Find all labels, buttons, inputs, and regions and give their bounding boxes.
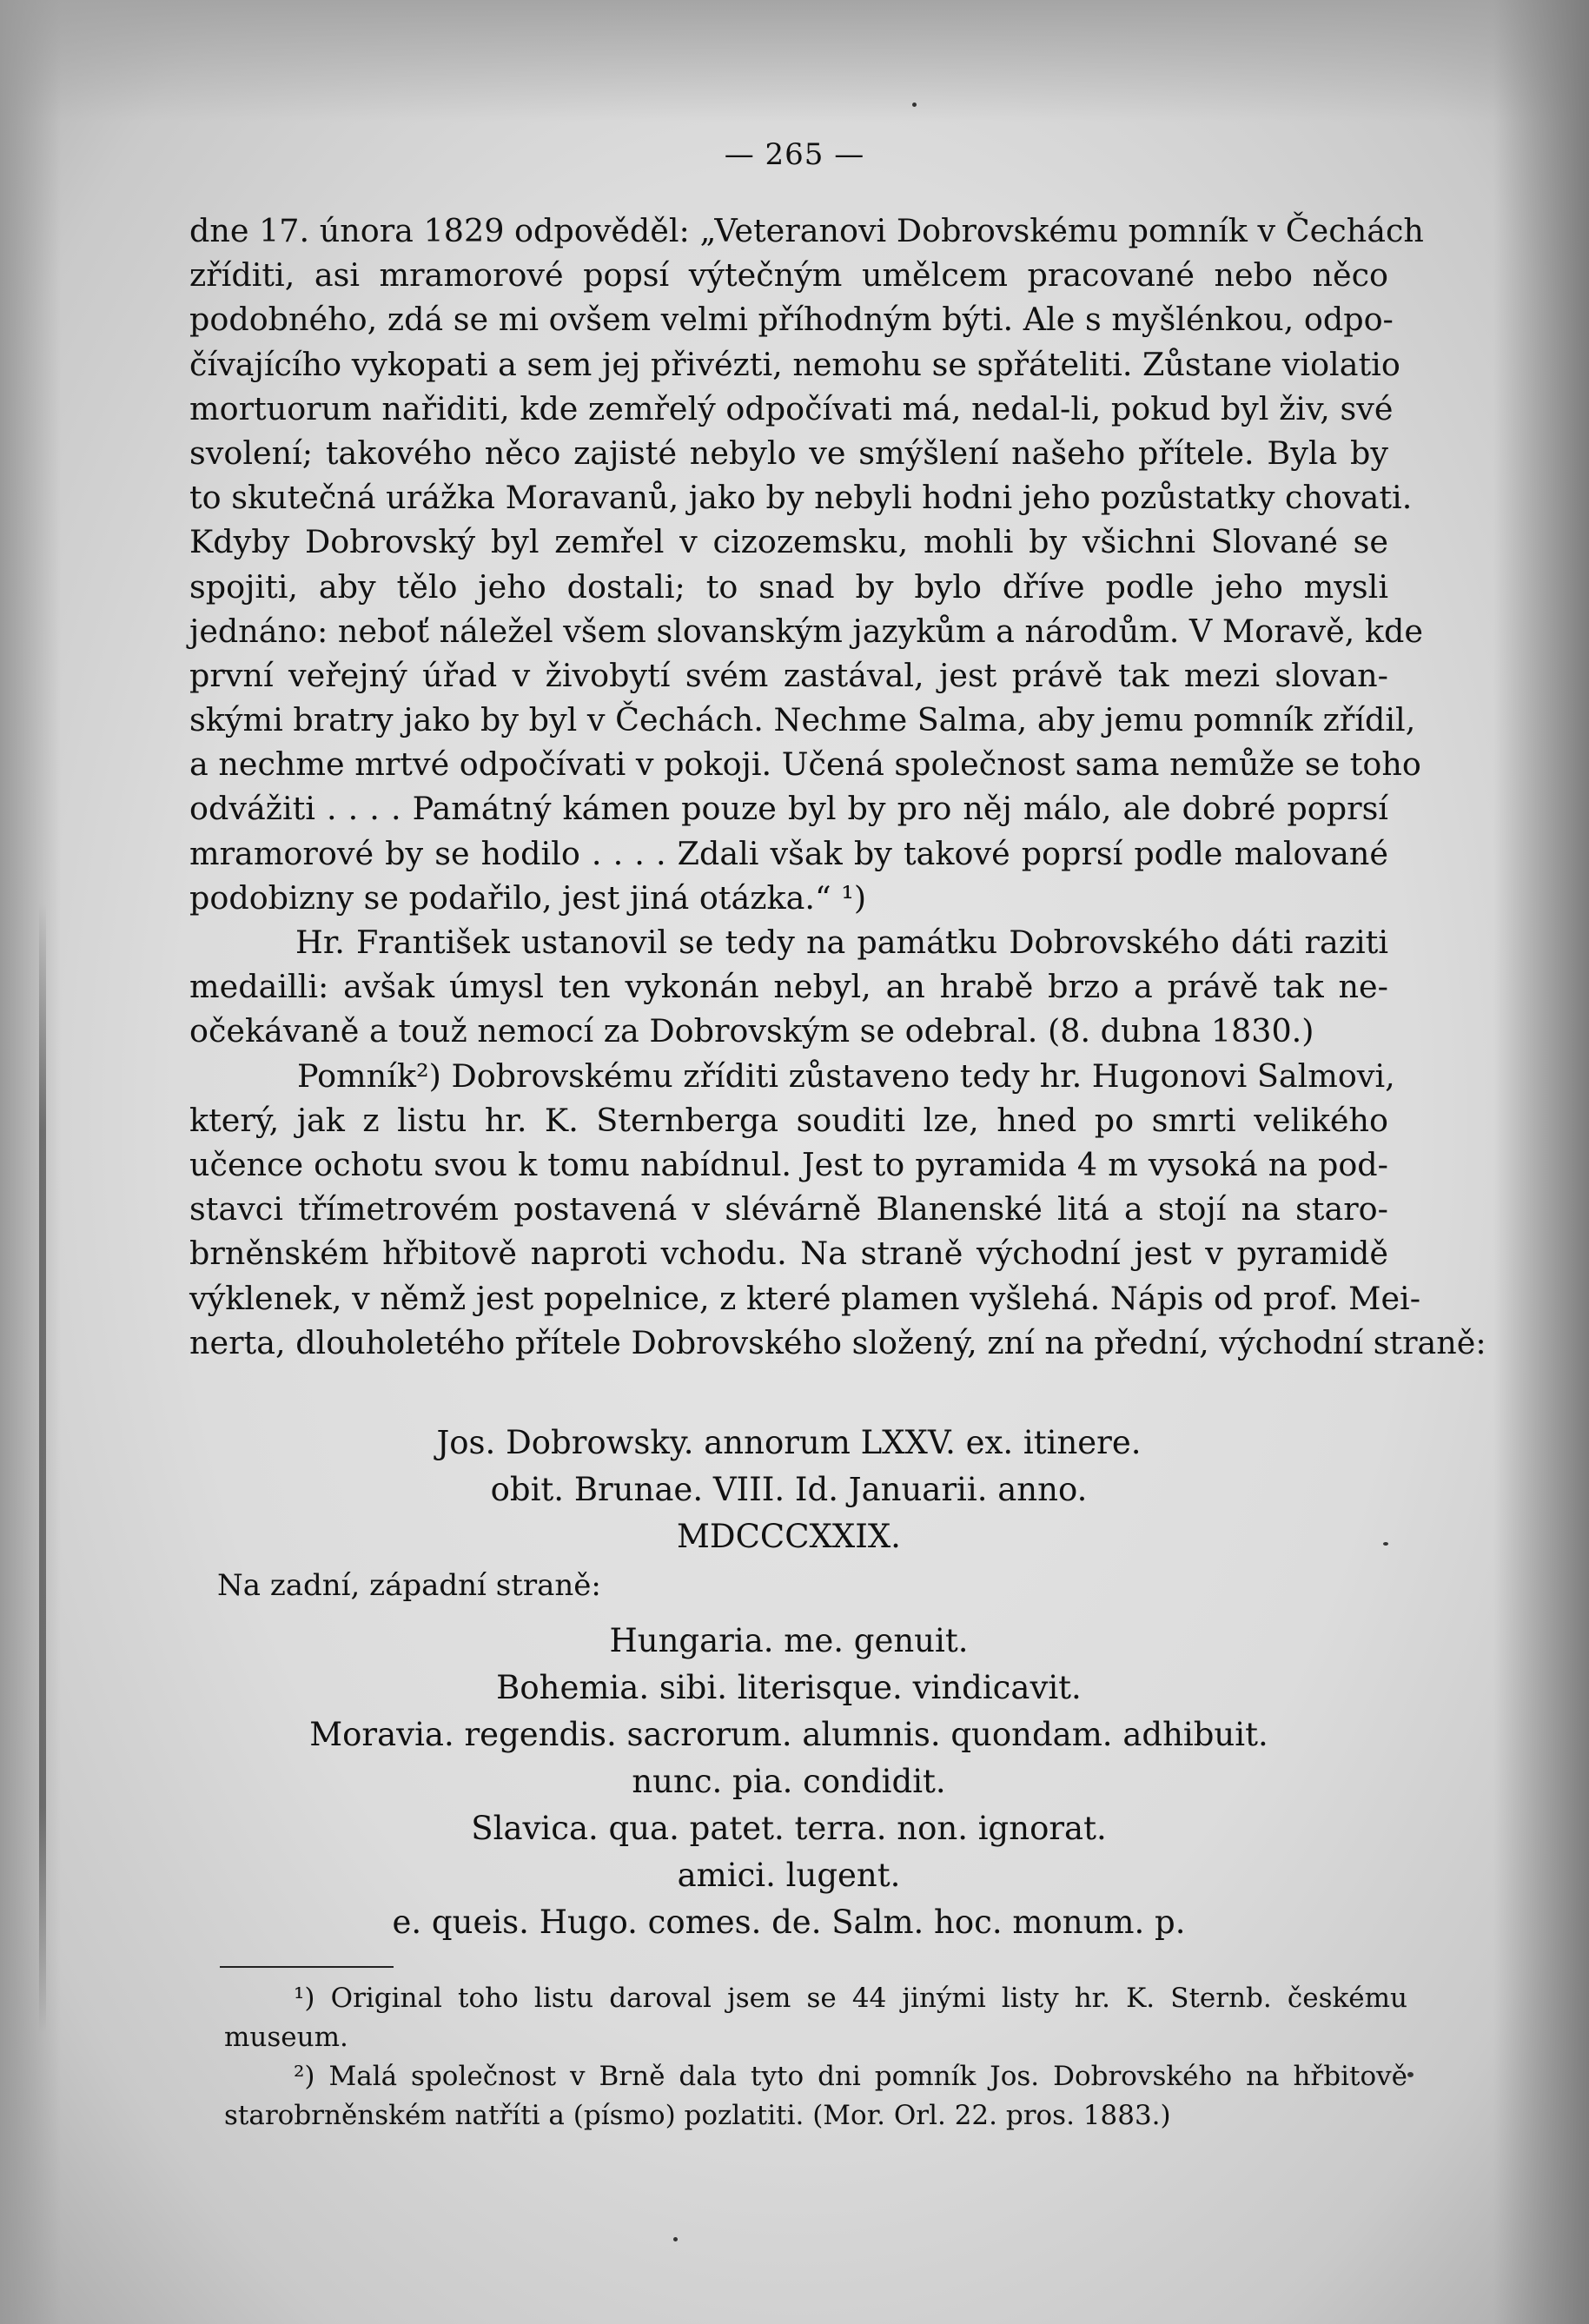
text-line: podobného, zdá se mi ovšem velmi příhodným býti. Ale s myšlénkou, odpo- [189, 301, 1394, 339]
inscription-line: Hungaria. me. genuit. [609, 1622, 969, 1659]
text-line: stavci třímetrovém postavená v slévárně Blanenské litá a stojí na staro- [189, 1190, 1388, 1228]
text-line: mramorové by se hodilo . . . . Zdali však by takové poprsí podle malované [189, 834, 1388, 872]
text-line: učence ochotu svou k tomu nabídnul. Jest to pyramida 4 m vysoká na pod- [189, 1145, 1388, 1183]
back-side-label: Na zadní, západní straně: [217, 1568, 601, 1603]
text-line: odvážiti . . . . Památný kámen pouze byl by pro něj málo, ale dobré poprsí [189, 790, 1388, 828]
text-line: podobizny se podařilo, jest jiná otázka.“ ¹) [189, 878, 867, 917]
scan-speck [673, 2237, 678, 2241]
paragraph-start-line: Hr. František ustanovil se tedy na památku Dobrovského dáti raziti [295, 924, 1388, 961]
paragraph-start-line: Pomník²) Dobrovskému zříditi zůstaveno tedy hr. Hugonovi Salmovi, [297, 1056, 1395, 1095]
footnote-line: museum. [224, 2022, 348, 2053]
inscription-line: amici. lugent. [677, 1857, 901, 1894]
text-line: který, jak z listu hr. K. Sternberga souditi lze, hned po smrti velikého [189, 1101, 1388, 1139]
text-line: to skutečná urážka Moravanů, jako by nebyli hodni jeho pozůstatky chovati. [189, 479, 1413, 517]
text-line: jednáno: neboť náležel všem slovanským jazykům a národům. V Moravě, kde [189, 612, 1423, 650]
scan-speck [1407, 2072, 1414, 2077]
footnote-divider [220, 1966, 394, 1968]
footnote-line: starobrněnském natříti a (písmo) pozlatiti. (Mor. Orl. 22. pros. 1883.) [224, 2100, 1171, 2131]
page-edge-shadow-top [0, 0, 1589, 122]
footnote-line: ¹) Original toho listu daroval jsem se 44 jinými listy hr. K. Sternb. českému [294, 1983, 1407, 2014]
inscription-line: Jos. Dobrowsky. annorum LXXV. ex. itinere. [436, 1424, 1142, 1461]
text-line: očekávaně a touž nemocí za Dobrovským se odebral. (8. dubna 1830.) [189, 1012, 1314, 1050]
text-line: skými bratry jako by byl v Čechách. Nechme Salma, aby jemu pomník zřídil, [189, 701, 1416, 739]
page-edge-shadow-left [0, 0, 61, 2324]
inscription-line: e. queis. Hugo. comes. de. Salm. hoc. monum. p. [392, 1904, 1186, 1941]
text-line: brněnském hřbitově naproti vchodu. Na straně východní jest v pyramidě [189, 1235, 1388, 1273]
text-line: čívajícího vykopati a sem jej přivézti, nemohu se spřáteliti. Zůstane violatio [189, 345, 1400, 383]
inscription-front [189, 1420, 1388, 1560]
text-line: medailli: avšak úmysl ten vykonán nebyl, an hrabě brzo a právě tak ne- [189, 968, 1388, 1006]
footnote-line: ²) Malá společnost v Brně dala tyto dni pomník Jos. Dobrovského na hřbitově [294, 2061, 1407, 2092]
scan-speck [912, 103, 917, 107]
text-line: Kdyby Dobrovský byl zemřel v cizozemsku, mohli by všichni Slované se [189, 523, 1388, 561]
inscription-line: nunc. pia. condidit. [632, 1763, 946, 1800]
page-number: — 265 — [724, 137, 865, 172]
inscription-line: MDCCCXXIX. [677, 1518, 901, 1555]
inscription-line: Moravia. regendis. sacrorum. alumnis. quondam. adhibuit. [309, 1716, 1268, 1753]
binding-shadow [39, 904, 46, 2033]
text-line: dne 17. února 1829 odpověděl: „Veteranovi Dobrovskému pomník v Čechách [189, 212, 1424, 249]
page-edge-shadow-right [1493, 0, 1589, 2324]
footnotes [224, 1979, 1407, 2135]
text-line: výklenek, v němž jest popelnice, z které plamen vyšlehá. Nápis od prof. Mei- [189, 1279, 1421, 1317]
text-line: nerta, dlouholetého přítele Dobrovského složený, zní na přední, východní straně: [189, 1323, 1486, 1361]
text-line: zříditi, asi mramorové popsí výtečným umělcem pracované nebo něco [189, 256, 1388, 295]
text-line: svolení; takového něco zajisté nebylo ve smýšlení našeho přítele. Byla by [189, 434, 1388, 472]
inscription-line: Slavica. qua. patet. terra. non. ignorat. [471, 1810, 1107, 1847]
text-line: spojiti, aby tělo jeho dostali; to snad by bylo dříve podle jeho mysli [189, 567, 1388, 606]
text-line: první veřejný úřad v živobytí svém zastával, jest právě tak mezi slovan- [189, 656, 1388, 694]
text-line: a nechme mrtvé odpočívati v pokoji. Učená společnost sama nemůže se toho [189, 745, 1421, 784]
body-text [189, 209, 1486, 1365]
inscription-line: Bohemia. sibi. literisque. vindicavit. [496, 1669, 1082, 1706]
inscription-line: obit. Brunae. VIII. Id. Januarii. anno. [490, 1471, 1088, 1508]
inscription-back [189, 1618, 1388, 1946]
text-line: mortuorum nařiditi, kde zemřelý odpočívati má, nedal-li, pokud byl živ, své [189, 389, 1394, 427]
